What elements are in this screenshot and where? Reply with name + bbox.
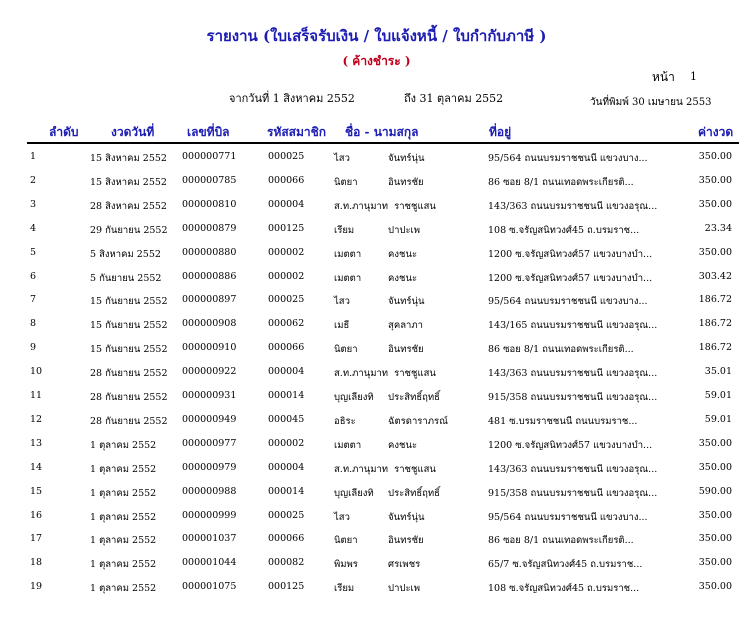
row-member-id: 000082 <box>268 557 305 569</box>
row-first-name: เมตตา <box>334 272 362 284</box>
row-address: 86 ซอย 8/1 ถนนเทอดพระเกียรติ... <box>488 535 634 547</box>
column-header-row <box>27 118 739 144</box>
row-name <box>334 223 474 238</box>
table-row <box>0 241 753 264</box>
row-amount: 59.01 <box>704 413 732 425</box>
row-name <box>334 533 474 548</box>
row-member-id: 000025 <box>268 294 305 306</box>
row-name <box>334 414 474 429</box>
row-address: 143/363 ถนนบรมราชชนนี แขวงอรุณ... <box>488 200 658 212</box>
row-date: 15 สิงหาคม 2552 <box>90 176 167 188</box>
row-first-name: บุญเลียงทิ <box>334 392 374 403</box>
table-row <box>0 217 753 240</box>
row-first-name: ส.ท.ภานุมาท <box>334 368 389 380</box>
row-date: 1 ตุลาคม 2552 <box>90 511 157 523</box>
row-amount: 186.72 <box>698 294 732 306</box>
table-row <box>0 336 753 359</box>
row-bill-number: 000000979 <box>182 461 237 473</box>
row-member-id: 000066 <box>268 533 305 545</box>
row-address: 108 ซ.จรัญสนิทวงศ์45 ถ.บรมราช... <box>488 224 640 236</box>
row-member-id: 000125 <box>268 581 305 593</box>
column-header-address: ที่อยู่ <box>489 125 512 139</box>
row-bill-number: 000001037 <box>182 533 237 545</box>
row-address: 95/564 ถนนบรมราชชนนี แขวงบาง... <box>488 511 648 523</box>
row-bill-number: 000000988 <box>182 485 237 497</box>
row-address: 95/564 ถนนบรมราชชนนี แขวงบาง... <box>488 296 648 308</box>
row-name <box>334 247 474 262</box>
row-first-name: ไสว <box>334 153 350 164</box>
column-header-name: ชื่อ - นามสกุล <box>345 125 419 139</box>
row-name <box>334 151 474 166</box>
table-row <box>0 527 753 550</box>
row-amount: 186.72 <box>698 318 732 330</box>
row-last-name: คงชนะ <box>388 248 418 260</box>
row-number: 12 <box>30 413 43 425</box>
row-address: 143/165 ถนนบรมราชชนนี แขวงอรุณ... <box>488 320 658 332</box>
row-member-id: 000002 <box>268 246 305 258</box>
row-first-name: เมธี <box>334 320 350 332</box>
row-amount: 590.00 <box>698 485 732 497</box>
row-last-name: ศรเพชร <box>388 559 421 571</box>
row-name <box>334 557 474 572</box>
row-first-name: เมตตา <box>334 439 362 451</box>
row-date: 1 ตุลาคม 2552 <box>90 463 157 475</box>
row-amount: 59.01 <box>704 390 732 401</box>
row-first-name: พิมพร <box>334 559 358 571</box>
row-amount: 350.00 <box>698 461 732 473</box>
row-bill-number: 000000949 <box>182 413 237 425</box>
row-bill-number: 000000785 <box>182 174 237 186</box>
row-member-id: 000014 <box>268 485 305 497</box>
row-bill-number: 000000999 <box>182 509 237 521</box>
row-name <box>334 271 474 286</box>
row-first-name: เรียม <box>334 224 355 236</box>
row-member-id: 000004 <box>268 366 305 378</box>
row-last-name: ราชชูแสน <box>394 200 436 212</box>
table-row <box>0 265 753 288</box>
table-row <box>0 575 753 598</box>
row-member-id: 000066 <box>268 174 305 186</box>
row-last-name: ประสิทธิ์ฤทธิ์ <box>388 392 440 403</box>
row-number: 16 <box>30 509 43 521</box>
table-row <box>0 193 753 216</box>
row-name <box>334 294 474 309</box>
row-first-name: ส.ท.ภานุมาท <box>334 200 389 212</box>
row-bill-number: 000000977 <box>182 437 237 449</box>
row-date: 1 ตุลาคม 2552 <box>90 559 157 571</box>
row-address: 86 ซอย 8/1 ถนนเทอดพระเกียรติ... <box>488 176 634 188</box>
row-date: 28 กันยายน 2552 <box>90 392 168 403</box>
row-amount: 350.00 <box>698 557 732 569</box>
table-row <box>0 408 753 431</box>
row-amount: 350.00 <box>698 533 732 545</box>
row-first-name: ส.ท.ภานุมาท <box>334 463 389 475</box>
row-member-id: 000004 <box>268 198 305 210</box>
row-bill-number: 000000810 <box>182 198 237 210</box>
table-row <box>0 456 753 479</box>
row-number: 3 <box>30 198 37 210</box>
row-number: 11 <box>30 390 43 401</box>
table-row <box>0 360 753 383</box>
row-number: 14 <box>30 461 43 473</box>
row-amount: 35.01 <box>704 366 732 378</box>
row-address: 481 ซ.บรมราชชนนี ถนนบรมราช... <box>488 415 638 427</box>
row-last-name: อินทรชัย <box>388 176 424 188</box>
row-amount: 23.34 <box>704 222 732 234</box>
row-member-id: 000025 <box>268 151 305 162</box>
row-address: 108 ซ.จรัญสนิทวงศ์45 ถ.บรมราช... <box>488 583 640 595</box>
report-title: รายงาน (ใบเสร็จรับเงิน / ใบแจ้งหนี้ / ใบกำกับภาษี ) <box>206 27 547 45</box>
row-number: 17 <box>30 533 43 545</box>
row-number: 18 <box>30 557 43 569</box>
row-bill-number: 000000910 <box>182 342 237 354</box>
page-label: หน้า <box>652 70 675 84</box>
row-number: 4 <box>30 222 37 234</box>
column-header-member: รหัสสมาชิก <box>267 125 327 139</box>
row-last-name: สุคลาภา <box>388 320 423 332</box>
row-number: 6 <box>30 270 37 282</box>
row-amount: 350.00 <box>698 509 732 521</box>
row-date: 15 กันยายน 2552 <box>90 296 168 308</box>
row-first-name: นิตยา <box>334 344 358 356</box>
row-date: 5 กันยายน 2552 <box>90 272 162 284</box>
row-name <box>334 318 474 333</box>
row-last-name: อินทรชัย <box>388 344 424 356</box>
row-last-name: จันทร์นุ่น <box>388 153 425 164</box>
row-last-name: ปาปะเพ <box>388 224 421 236</box>
row-bill-number: 000000880 <box>182 246 237 258</box>
row-first-name: ไสว <box>334 511 350 523</box>
row-last-name: ปาปะเพ <box>388 583 421 595</box>
row-first-name: นิตยา <box>334 176 358 188</box>
row-last-name: ฉัตรดาราภรณ์ <box>388 415 448 427</box>
row-name <box>334 486 474 501</box>
row-date: 1 ตุลาคม 2552 <box>90 535 157 547</box>
row-amount: 350.00 <box>698 198 732 210</box>
row-date: 1 ตุลาคม 2552 <box>90 439 157 451</box>
column-header-date: งวดวันที่ <box>111 125 155 139</box>
row-number: 2 <box>30 174 37 186</box>
row-member-id: 000002 <box>268 437 305 449</box>
row-number: 9 <box>30 342 37 354</box>
row-date: 1 ตุลาคม 2552 <box>90 487 157 499</box>
row-address: 915/358 ถนนบรมราชชนนี แขวงอรุณ... <box>488 487 658 499</box>
row-bill-number: 000000879 <box>182 222 237 234</box>
row-member-id: 000014 <box>268 390 305 401</box>
row-bill-number: 000000771 <box>182 151 237 162</box>
row-bill-number: 000000908 <box>182 318 237 330</box>
row-name <box>334 199 474 214</box>
row-bill-number: 000000886 <box>182 270 237 282</box>
table-row <box>0 551 753 574</box>
row-date: 29 กันยายน 2552 <box>90 224 168 236</box>
row-name <box>334 462 474 477</box>
row-member-id: 000025 <box>268 509 305 521</box>
row-first-name: บุญเลียงทิ <box>334 487 374 499</box>
row-name <box>334 366 474 381</box>
table-row <box>0 504 753 527</box>
row-last-name: อินทรชัย <box>388 535 424 547</box>
row-amount: 350.00 <box>698 151 732 162</box>
table-row <box>0 312 753 335</box>
row-bill-number: 000000931 <box>182 390 237 401</box>
row-member-id: 000066 <box>268 342 305 354</box>
date-range-from: จากวันที่ 1 สิงหาคม 2552 <box>229 92 355 105</box>
row-name <box>334 438 474 453</box>
table-row <box>0 432 753 455</box>
row-name <box>334 581 474 596</box>
row-date: 28 กันยายน 2552 <box>90 415 168 427</box>
row-amount: 350.00 <box>698 581 732 593</box>
row-member-id: 000002 <box>268 270 305 282</box>
row-last-name: จันทร์นุ่น <box>388 511 425 523</box>
row-last-name: คงชนะ <box>388 272 418 284</box>
row-address: 1200 ซ.จรัญสนิทวงศ์57 แขวงบางบำ... <box>488 272 653 284</box>
row-date: 1 ตุลาคม 2552 <box>90 583 157 595</box>
row-member-id: 000004 <box>268 461 305 473</box>
row-date: 28 สิงหาคม 2552 <box>90 200 167 212</box>
row-number: 8 <box>30 318 37 330</box>
row-number: 13 <box>30 437 43 449</box>
row-last-name: จันทร์นุ่น <box>388 296 425 308</box>
row-first-name: เมตตา <box>334 248 362 260</box>
row-address: 915/358 ถนนบรมราชชนนี แขวงอรุณ... <box>488 392 658 403</box>
row-amount: 303.42 <box>698 270 732 282</box>
row-amount: 350.00 <box>698 437 732 449</box>
row-number: 5 <box>30 246 37 258</box>
table-row <box>0 480 753 503</box>
row-number: 15 <box>30 485 43 497</box>
row-address: 86 ซอย 8/1 ถนนเทอดพระเกียรติ... <box>488 344 634 356</box>
row-date: 15 กันยายน 2552 <box>90 344 168 356</box>
row-name <box>334 175 474 190</box>
column-header-bill: เลขที่บิล <box>187 125 230 139</box>
row-address: 143/363 ถนนบรมราชชนนี แขวงอรุณ... <box>488 368 658 380</box>
table-row <box>0 288 753 311</box>
row-name <box>334 510 474 525</box>
date-range-to: ถึง 31 ตุลาคม 2552 <box>404 92 504 105</box>
row-first-name: นิตยา <box>334 535 358 547</box>
row-address: 143/363 ถนนบรมราชชนนี แขวงอรุณ... <box>488 463 658 475</box>
row-first-name: ไสว <box>334 296 350 308</box>
row-bill-number: 000000897 <box>182 294 237 306</box>
row-date: 28 กันยายน 2552 <box>90 368 168 380</box>
row-address: 1200 ซ.จรัญสนิทวงศ์57 แขวงบางบำ... <box>488 248 653 260</box>
row-last-name: ราชชูแสน <box>394 368 436 380</box>
row-name <box>334 390 474 405</box>
print-date: วันที่พิมพ์ 30 เมษายน 2553 <box>590 97 712 108</box>
row-last-name: ประสิทธิ์ฤทธิ์ <box>388 487 440 499</box>
row-amount: 350.00 <box>698 246 732 258</box>
row-last-name: ราชชูแสน <box>394 463 436 475</box>
row-last-name: คงชนะ <box>388 439 418 451</box>
row-number: 19 <box>30 581 43 593</box>
row-member-id: 000045 <box>268 413 305 425</box>
row-number: 1 <box>30 151 37 162</box>
row-bill-number: 000001044 <box>182 557 237 569</box>
report-subtitle: ( ค้างชำระ ) <box>342 54 411 68</box>
column-header-no: ลำดับ <box>49 125 79 139</box>
table-row <box>0 384 753 407</box>
row-date: 5 สิงหาคม 2552 <box>90 248 161 260</box>
row-number: 10 <box>30 366 43 378</box>
row-member-id: 000125 <box>268 222 305 234</box>
column-header-amount: ค่างวด <box>698 125 734 139</box>
row-member-id: 000062 <box>268 318 305 330</box>
table-row <box>0 145 753 168</box>
row-address: 95/564 ถนนบรมราชชนนี แขวงบาง... <box>488 153 648 164</box>
row-bill-number: 000001075 <box>182 581 237 593</box>
row-date: 15 สิงหาคม 2552 <box>90 153 167 164</box>
table-row <box>0 169 753 192</box>
row-date: 15 กันยายน 2552 <box>90 320 168 332</box>
row-first-name: อธิระ <box>334 415 356 427</box>
page-number: 1 <box>690 70 697 83</box>
row-name <box>334 342 474 357</box>
row-number: 7 <box>30 294 37 306</box>
row-amount: 350.00 <box>698 174 732 186</box>
row-address: 1200 ซ.จรัญสนิทวงศ์57 แขวงบางบำ... <box>488 439 653 451</box>
row-address: 65/7 ซ.จรัญสนิทวงศ์45 ถ.บรมราช... <box>488 559 643 571</box>
row-amount: 186.72 <box>698 342 732 354</box>
row-first-name: เรียม <box>334 583 355 595</box>
row-bill-number: 000000922 <box>182 366 237 378</box>
